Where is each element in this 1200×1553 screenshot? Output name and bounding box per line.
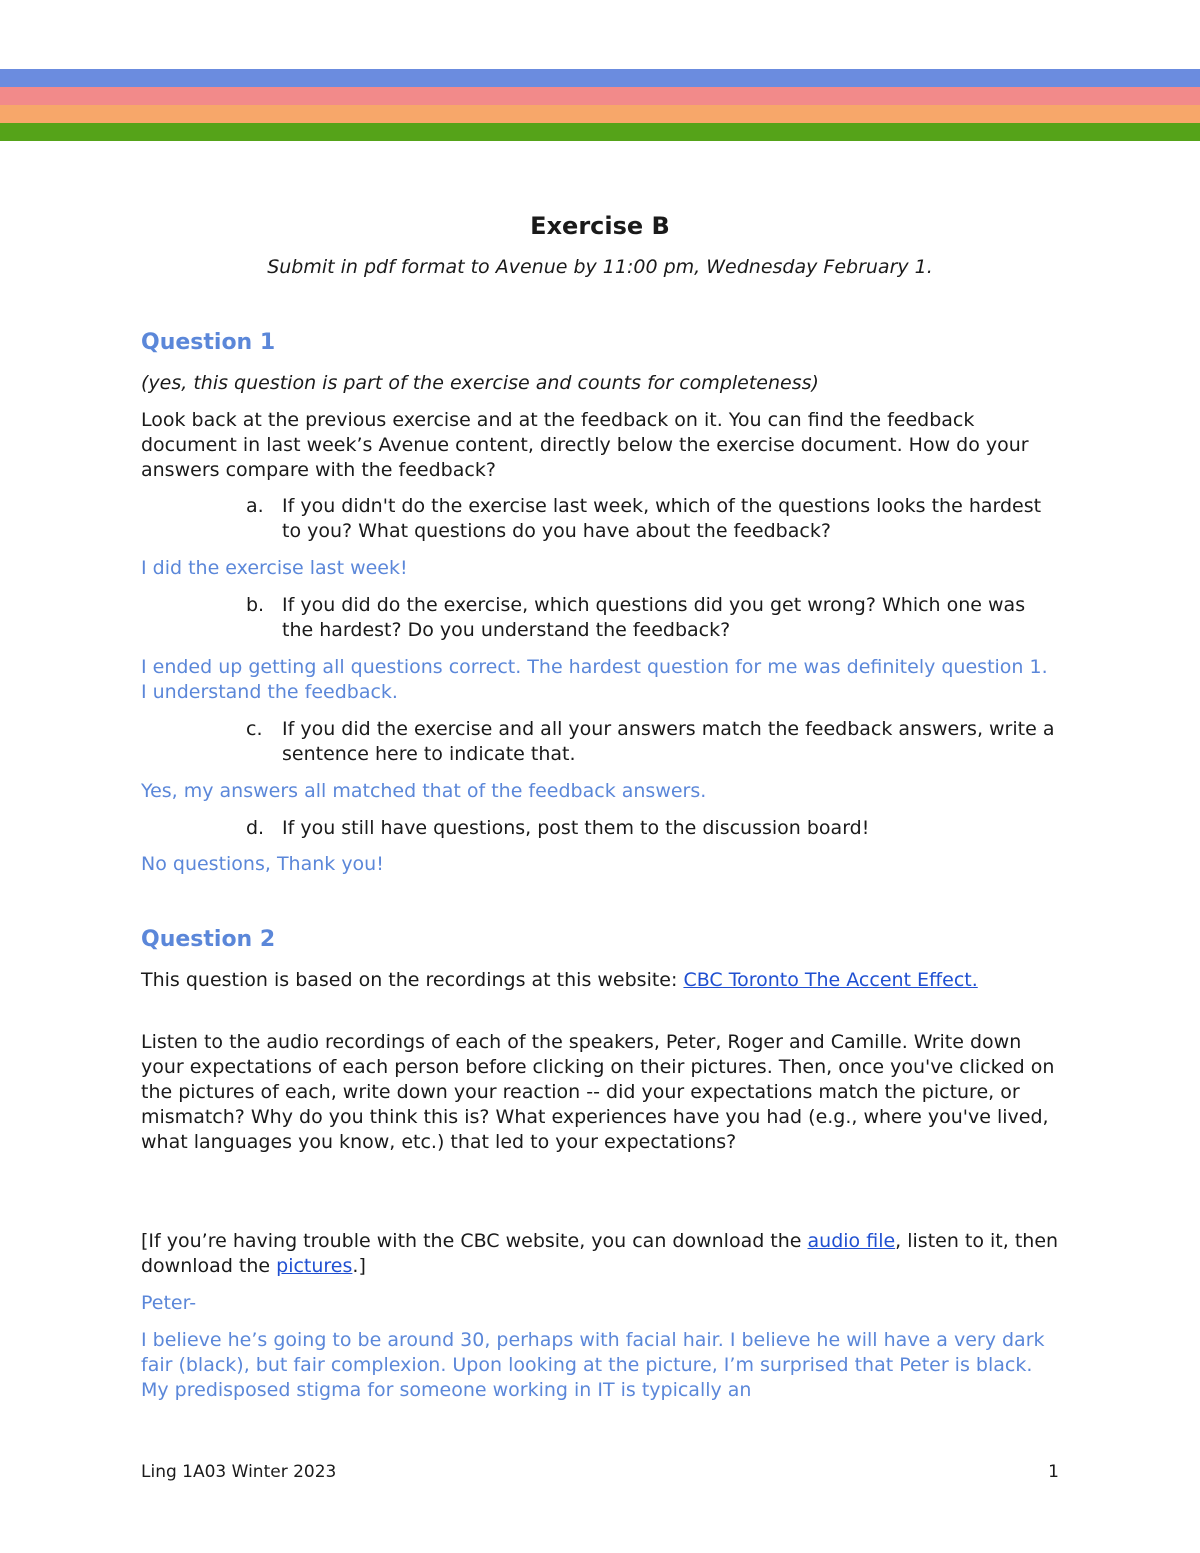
download-instructions (141, 1229, 1059, 1279)
list-marker: a. (246, 495, 264, 517)
stripe-blue (0, 69, 1200, 87)
answer-c: Yes, my answers all matched that of the feedback answers. (141, 780, 707, 802)
stripe-pink (0, 87, 1200, 105)
intro-text: This question is based on the recordings at this website: (141, 969, 684, 991)
list-item-b (246, 593, 1059, 643)
list-item-text: If you did do the exercise, which questions did you get wrong? Which one was the hardest? Do you understand the feedback? (282, 594, 1026, 641)
footer-course: Ling 1A03 Winter 2023 (141, 1462, 337, 1482)
question-1-intro: Look back at the previous exercise and at the feedback on it. You can find the feedback document in last week’s Avenue content, directly below the exercise document. How do your answers compare with the feedback? (141, 409, 1029, 481)
answer-a: I did the exercise last week! (141, 557, 408, 579)
peter-label: Peter- (141, 1292, 197, 1314)
answer-d: No questions, Thank you! (141, 853, 384, 875)
question-1-note: (yes, this question is part of the exercise and counts for completeness) (141, 372, 819, 394)
cbc-accent-effect-link[interactable]: CBC Toronto The Accent Effect. (683, 969, 978, 991)
list-item-c (246, 717, 1059, 767)
download-text: .] (352, 1255, 366, 1277)
question-2-intro (141, 968, 1031, 993)
download-text: , listen to it, then download the (141, 1230, 1059, 1277)
download-text: [If you’re having trouble with the CBC website, you can download the (141, 1230, 808, 1252)
list-item-text: If you still have questions, post them to the discussion board! (282, 817, 870, 839)
list-marker: d. (246, 817, 265, 839)
footer-page-number: 1 (1048, 1462, 1059, 1482)
question-1-heading: Question 1 (141, 330, 276, 355)
list-item-a (246, 494, 1059, 544)
list-marker: b. (246, 594, 265, 616)
peter-answer: I believe he’s going to be around 30, perhaps with facial hair. I believe he will have a very dark fair (black), but fair complexion. Upon looking at the picture, I’m surprised that Peter is black. My predisposed stigma for someone working in IT is typically an (141, 1329, 1045, 1401)
pictures-link[interactable]: pictures (276, 1255, 353, 1277)
stripe-orange (0, 105, 1200, 123)
submission-instructions: Submit in pdf format to Avenue by 11:00 pm, Wednesday February 1. (267, 256, 933, 278)
question-2-instructions: Listen to the audio recordings of each of the speakers, Peter, Roger and Camille. Write down your expectations of each person before clicking on their pictures. Then, once you've clicked on the pictures of each, write down your reaction -- did your expectations match the picture, or mismatch? Why do you think this is? What experiences have you had (e.g., where you've lived, what languages you know, etc.) that led to your expectations? (141, 1031, 1055, 1153)
list-item-text: If you did the exercise and all your answers match the feedback answers, write a sentence here to indicate that. (282, 718, 1055, 765)
list-item-d (246, 816, 1059, 841)
answer-b: I ended up getting all questions correct. The hardest question for me was definitely question 1. I understand the feedback. (141, 656, 1048, 703)
audio-file-link[interactable]: audio file (807, 1230, 896, 1252)
document-title: Exercise B (530, 212, 670, 240)
question-2-heading: Question 2 (141, 927, 276, 952)
stripe-green (0, 123, 1200, 141)
header-stripes (0, 69, 1200, 141)
list-item-text: If you didn't do the exercise last week, which of the questions looks the hardest to you? What questions do you have about the feedback? (282, 495, 1042, 542)
list-marker: c. (246, 718, 263, 740)
